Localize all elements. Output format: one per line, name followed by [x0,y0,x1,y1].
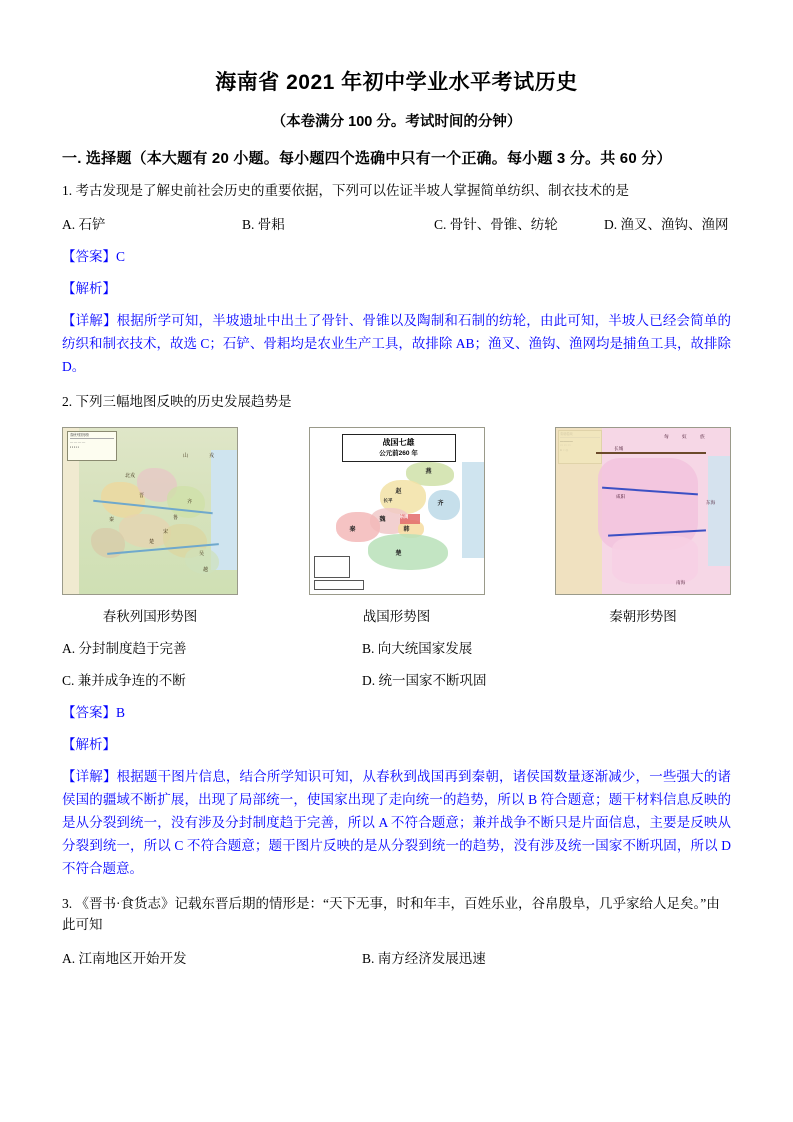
map3-label-nu: 奴 [682,433,687,439]
map2-legend [314,556,350,578]
map2-label-chu: 楚 [395,550,402,557]
map2-label-han: 韩 [403,526,410,533]
question-2-figures [62,427,731,625]
map2-scalebar [314,580,364,590]
question-3-number: 3. [62,895,73,911]
figure-spring-autumn [62,427,238,625]
map-label-beirong: 北戎 [125,472,136,479]
map3-label-xiong: 匈 [664,433,669,439]
question-2-analysis-label: 【解析】 [62,736,116,752]
question-2-detail: 【详解】根据题干图片信息，结合所学知识可知，从春秋到战国再到秦朝，诸侯国数量逐渐减少，一些强大的诸侯国的疆域不断扩展，出现了局部统一，使国家出现了走向统一的趋势，所以 B 符合题意；题干材料信息反映的是从分裂到统一，没有涉及分封制度趋于完善，所以 A 不符合题意；兼并战争不断只是片面信息，主要是反映从分裂到统一，所以 C 不符合题意；题干图片反映的是从分裂到统一的趋势，没有涉及统一国家不断巩固，所以 D 不符合题意。 [62,768,731,877]
page-title: 海南省 2021 年初中学业水平考试历史 [215,71,578,94]
map2-title-box [342,434,456,462]
figure-qin-dynasty [555,427,731,625]
question-3-text: 《晋书·食货志》记载东晋后期的情形是：“天下无事，时和年丰，百姓乐业，谷帛殷阜，几乎家给人足矣。”由此可知 [62,895,720,932]
map3-label-zu: 族 [700,433,705,439]
question-2-option-b[interactable]: B. 向大统国家发展 [362,640,473,656]
map3-great-wall [596,452,706,454]
map-label-qin: 秦 [109,516,115,523]
question-2-options-row-1 [62,637,731,657]
map3-south-zone [612,536,698,584]
map2-label-wei: 魏 [379,516,386,523]
question-2-stem [62,392,731,413]
question-2-text: 下列三幅地图反映的历史发展趋势是 [75,393,292,409]
figure-1-caption: 春秋列国形势图 [102,608,198,624]
map-legend: 春秋列国形势 — — — — ▪ ▪ ▪ ▪ ▪ [67,431,117,461]
map3-label-xianyang: 咸阳 [616,493,626,499]
map3-label-changcheng: 长城 [614,445,624,451]
map2-label-dongzhou: 东周 [399,513,409,519]
question-1-option-d[interactable]: D. 渔叉、渔钩、渔网 [604,216,729,232]
map2-title-line2: 公元前260 年 [379,449,418,457]
section-heading: 一. 选择题（本大题有 20 小题。每小题四个选确中只有一个正确。每小题 3 分。共 60 分） [62,150,672,167]
question-3-option-b[interactable]: B. 南方经济发展迅速 [362,951,486,967]
question-1-option-b[interactable]: B. 骨耜 [242,216,285,232]
map-label-qi: 齐 [187,498,193,505]
map-legend-title: 春秋列国形势 [70,432,90,437]
figure-warring-states [309,427,485,625]
question-1-options [62,213,731,233]
question-1-stem [62,181,731,202]
map3-label-donghai: 东海 [706,499,716,505]
map-label-song: 宋 [163,528,169,535]
question-1-option-a[interactable]: A. 石铲 [62,216,106,232]
question-2-answer: 【答案】B [62,704,126,720]
map-label-shan: 山 [183,452,189,459]
region-qin [336,512,380,542]
question-3-stem [62,894,731,936]
map2-sea [462,462,484,558]
question-2-option-d[interactable]: D. 统一国家不断巩固 [362,672,487,688]
map-label-yue: 越 [203,566,209,573]
question-2-options-row-2 [62,669,731,689]
exam-subtitle: （本卷满分 100 分。考试时间的分钟） [271,114,522,130]
map2-label-qi: 齐 [437,500,444,507]
figure-2-caption: 战国形势图 [362,608,431,624]
question-1-number: 1. [62,183,73,198]
map-sea [211,450,237,570]
map-label-jin: 晋 [139,492,145,499]
figure-3-caption: 秦朝形势图 [609,608,677,624]
map2-label-yan: 燕 [425,468,432,475]
map3-label-nanhai: 南海 [676,579,686,585]
question-2-option-a[interactable]: A. 分封制度趋于完善 [62,640,187,656]
question-3-option-a[interactable]: A. 江南地区开始开发 [62,951,187,967]
map2-title-line1: 战国七雄 [382,437,415,447]
question-1-text: 考古发现是了解史前社会历史的重要依据，下列可以佐证半坡人掌握简单纺织、制衣技术的是 [75,183,629,198]
map-label-chu: 楚 [149,538,155,545]
question-1-analysis-label: 【解析】 [62,280,116,296]
question-1-option-c[interactable]: C. 骨针、骨锥、纺轮 [434,216,558,232]
map-label-rong: 戎 [209,452,215,459]
qin-dynasty-map-image [555,427,731,595]
question-3-options-row-1 [62,947,731,967]
question-1-detail: 【详解】根据所学可知，半坡遗址中出土了骨针、骨锥以及陶制和石制的纺轮，由此可知，半坡人已经会简单的纺织和制衣技术，故选 C；石铲、骨耜均是农业生产工具，故排除 AB；渔叉、渔钩、渔网均是捕鱼工具，故排除 D。 [62,312,732,375]
map2-label-qin: 秦 [349,526,356,533]
map-label-wu: 吴 [199,550,205,557]
question-2-number: 2. [62,393,73,409]
map2-label-zhao: 赵 [395,488,402,495]
map2-label-changping: 长平 [383,497,393,503]
question-2-option-c[interactable]: C. 兼并成争连的不断 [62,672,186,688]
map3-sea [708,456,730,566]
spring-autumn-map-image [62,427,238,595]
question-1-answer: 【答案】C [62,248,126,264]
region-chu [368,534,448,570]
warring-states-map-image [309,427,485,595]
map-label-lu: 鲁 [173,514,179,521]
